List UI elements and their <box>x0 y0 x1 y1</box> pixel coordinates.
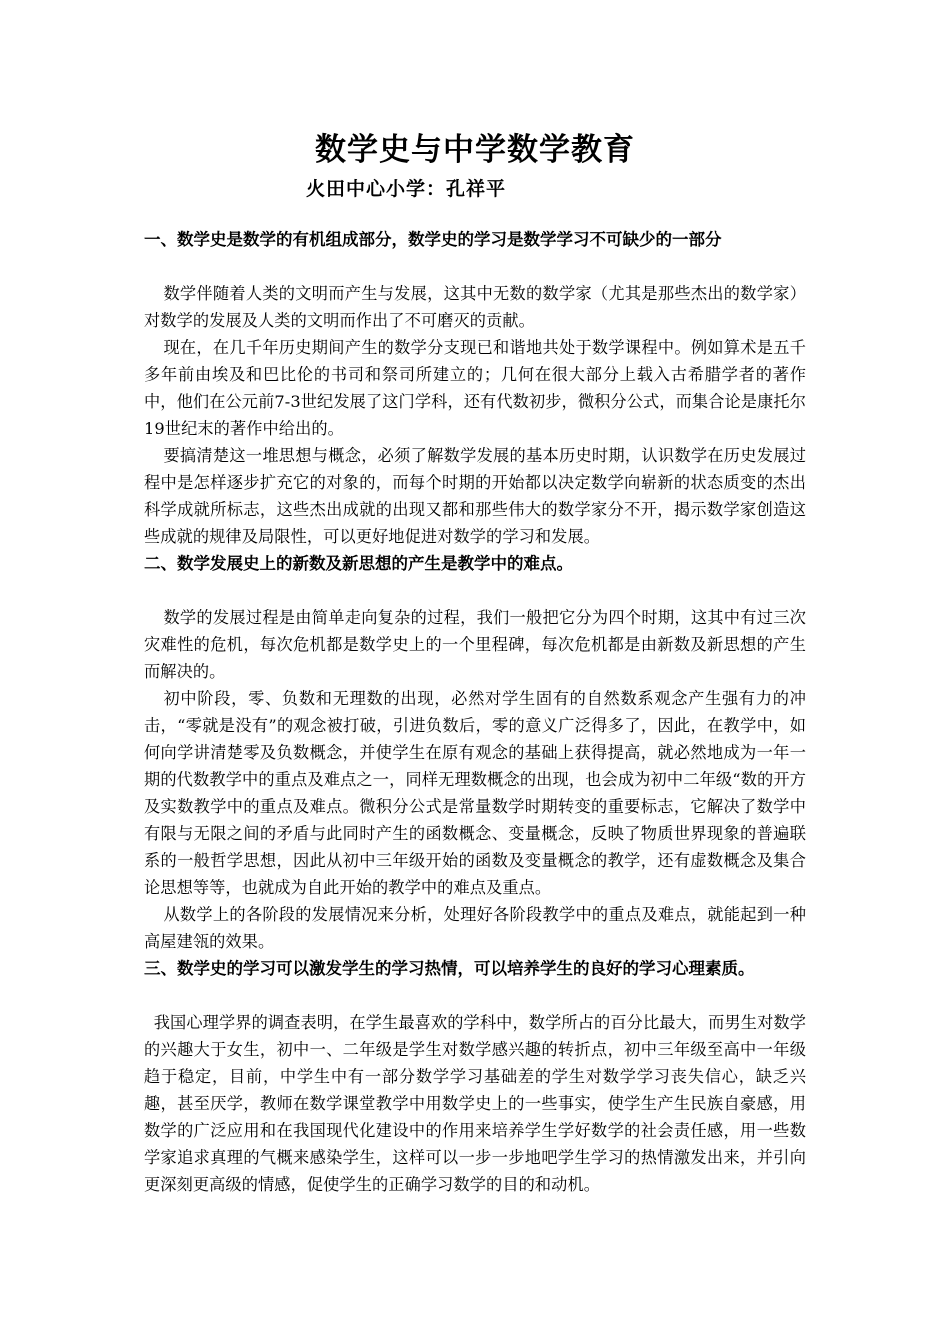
section-3 <box>144 955 806 1198</box>
paragraph: 初中阶段，零、负数和无理数的出现，必然对学生固有的自然数系观念产生强有力的冲击，“零就是没有”的观念被打破，引进负数后，零的意义广泛得多了，因此，在教学中，如何向学讲清楚零及负数概念，并使学生在原有观念的基础上获得提高，就必然地成为一年一期的代数教学中的重点及难点之一，同样无理数概念的出现，也会成为初中二年级“数的开方及实数教学中的重点及难点。微积分公式是常量数学时期转变的重要标志，它解决了数学中有限与无限之间的矛盾与此同时产生的函数概念、变量概念，反映了物质世界现象的普遍联系的一般哲学思想，因此从初中三年级开始的函数及变量概念的教学，还有虚数概念及集合论思想等等，也就成为自此开始的教学中的难点及重点。 <box>144 689 806 897</box>
section-heading: 二、数学发展史上的新数及新思想的产生是教学中的难点。 <box>144 554 573 573</box>
section-heading: 一、数学史是数学的有机组成部分，数学史的学习是数学学习不可缺少的一部分 <box>144 230 722 249</box>
paragraph: 现在，在几千年历史期间产生的数学分支现已和谐地共处于数学课程中。例如算术是五千多年前由埃及和巴比伦的书司和祭司所建立的；几何在很大部分上载入古希腊学者的著作中，他们在公元前7-3世纪发展了这门学科，还有代数初步，微积分公式，而集合论是康托尔19世纪末的著作中给出的。 <box>144 338 806 438</box>
paragraph: 数学的发展过程是由简单走向复杂的过程，我们一般把它分为四个时期，这其中有过三次灾难性的危机，每次危机都是数学史上的一个里程碑，每次危机都是由新数及新思想的产生而解决的。 <box>144 608 806 681</box>
blank-line <box>144 577 806 604</box>
blank-line <box>144 982 806 1009</box>
section-heading: 三、数学史的学习可以激发学生的学习热情，可以培养学生的良好的学习心理素质。 <box>144 959 755 978</box>
paragraph: 要搞清楚这一堆思想与概念，必须了解数学发展的基本历史时期，认识数学在历史发展过程中是怎样逐步扩充它的对象的，而每个时期的开始都以决定数学向崭新的状态质变的杰出科学成就所标志，这些杰出成就的出现又都和那些伟大的数学家分不开，揭示数学家创造这些成就的规律及局限性，可以更好地促进对数学的学习和发展。 <box>144 446 806 546</box>
section-2 <box>144 550 806 955</box>
paragraph: 从数学上的各阶段的发展情况来分析，处理好各阶段教学中的重点及难点，就能起到一种高屋建瓴的效果。 <box>144 905 806 951</box>
section-1 <box>144 226 806 550</box>
paragraph: 我国心理学界的调查表明，在学生最喜欢的学科中，数学所占的百分比最大，而男生对数学的兴趣大于女生，初中一、二年级是学生对数学感兴趣的转折点，初中三年级至高中一年级趋于稳定，目前，中学生中有一部分数学学习基础差的学生对数学学习丧失信心，缺乏兴趣，甚至厌学，教师在数学课堂教学中用数学史上的一些事实，使学生产生民族自豪感，用数学的广泛应用和在我国现代化建设中的作用来培养学生学好数学的社会责任感，用一些数学家追求真理的气概来感染学生，这样可以一步一步地吧学生学习的热情激发出来，并引向更深刻更高级的情感，促使学生的正确学习数学的目的和动机。 <box>144 1013 806 1194</box>
blank-line <box>144 253 806 280</box>
document-author: 火田中心小学：孔祥平 <box>306 178 507 200</box>
document-page <box>144 126 806 1198</box>
paragraph: 数学伴随着人类的文明而产生与发展，这其中无数的数学家（尤其是那些杰出的数学家）对数学的发展及人类的文明而作出了不可磨灭的贡献。 <box>144 284 806 330</box>
document-title: 数学史与中学数学教育 <box>315 132 635 168</box>
